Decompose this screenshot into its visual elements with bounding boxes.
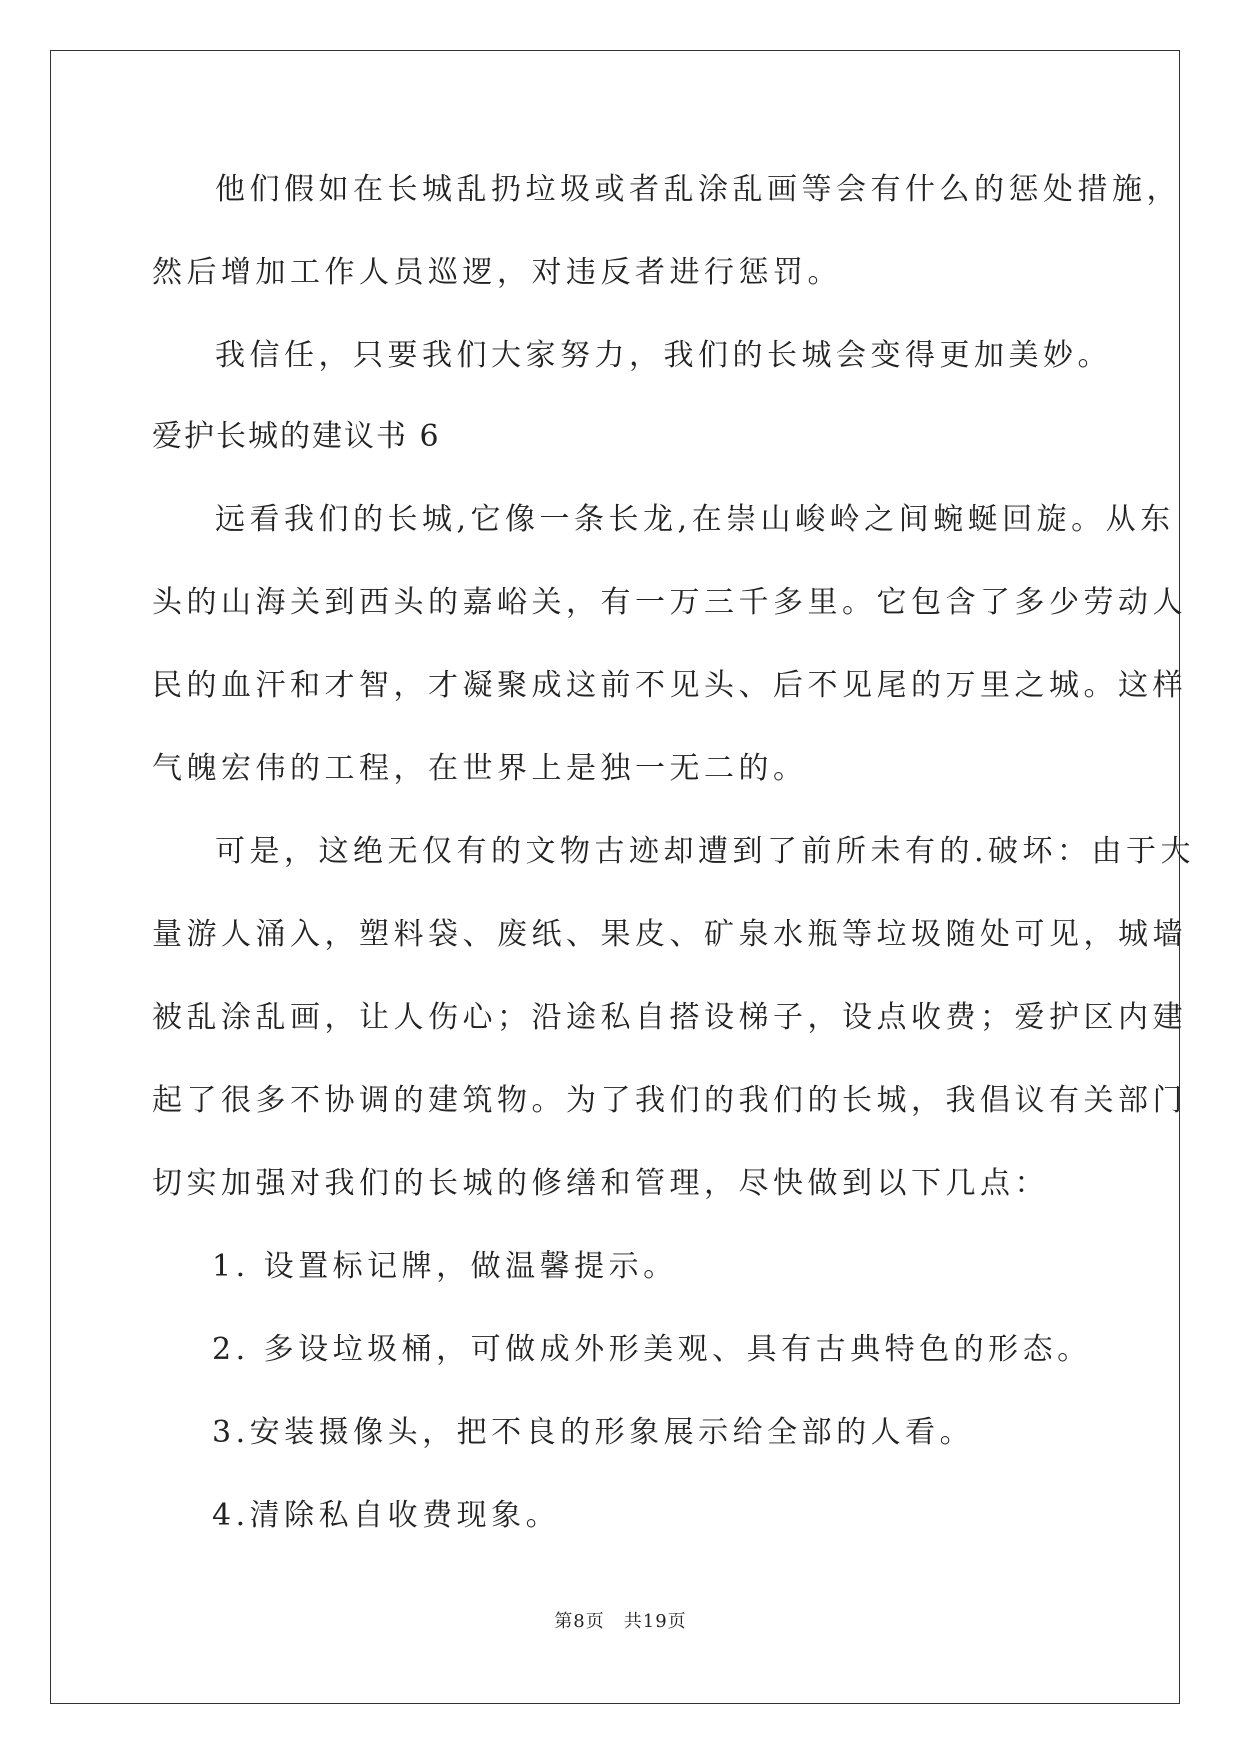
paragraph-line: 量游人涌入，塑料袋、废纸、果皮、矿泉水瓶等垃圾随处可见，城墙 [152,917,1187,952]
list-item: 4.清除私自收费现象。 [212,1498,561,1533]
list-item: 2. 多设垃圾桶，可做成外形美观、具有古典特色的形态。 [212,1332,1092,1367]
paragraph-line: 头的山海关到西头的嘉峪关，有一万三千多里。它包含了多少劳动人 [152,585,1187,620]
paragraph-line: 他们假如在长城乱扔垃圾或者乱涂乱画等会有什么的惩处措施， [215,172,1181,207]
paragraph-line: 切实加强对我们的长城的修缮和管理，尽快做到以下几点： [152,1166,1049,1201]
paragraph-line: 民的血汗和才智，才凝聚成这前不见头、后不见尾的万里之城。这样 [152,668,1187,703]
paragraph-line: 可是，这绝无仅有的文物古迹却遭到了前所未有的.破坏：由于大 [215,834,1196,869]
paragraph-line: 气魄宏伟的工程，在世界上是独一无二的。 [152,751,808,786]
paragraph-line: 远看我们的长城,它像一条长龙,在崇山峻岭之间蜿蜒回旋。从东 [215,502,1175,537]
page-border [50,50,1180,1704]
paragraph-line: 然后增加工作人员巡逻，对违反者进行惩罚。 [152,255,842,290]
list-item: 1. 设置标记牌，做温馨提示。 [212,1249,678,1284]
paragraph-line: 被乱涂乱画，让人伤心；沿途私自搭设梯子，设点收费；爱护区内建 [152,1000,1187,1035]
list-item: 3.安装摄像头，把不良的形象展示给全部的人看。 [212,1415,975,1450]
page-footer: 第8页 共19页 [554,1611,687,1632]
paragraph-line: 我信任，只要我们大家努力，我们的长城会变得更加美妙。 [215,338,1112,373]
paragraph-line: 起了很多不协调的建筑物。为了我们的我们的长城，我倡议有关部门 [152,1083,1187,1118]
section-heading: 爱护长城的建议书 6 [152,419,441,454]
